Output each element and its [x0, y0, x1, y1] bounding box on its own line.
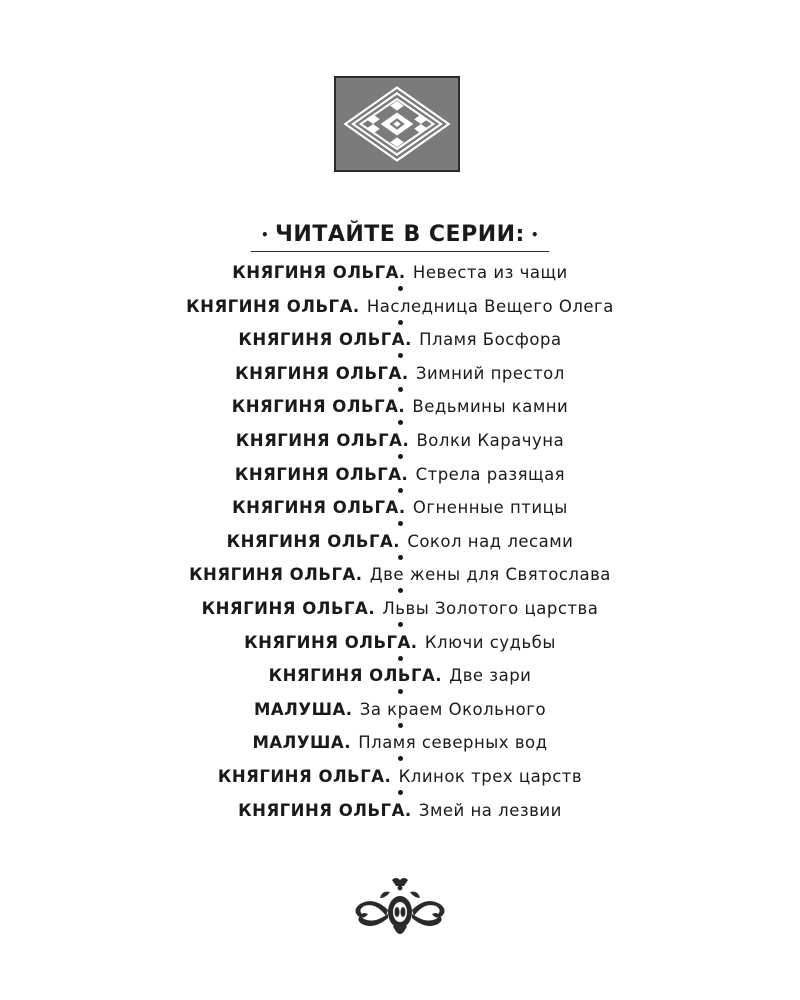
book-title: Сокол над лесами [407, 531, 574, 551]
book-list-item [0, 732, 800, 766]
book-list-item [0, 262, 800, 296]
separator-dot-icon [398, 790, 403, 795]
separator-dot-icon [398, 387, 403, 392]
book-author: КНЯГИНЯ ОЛЬГА. [189, 565, 363, 585]
book-list-item [0, 699, 800, 733]
separator-dot-icon [398, 454, 403, 459]
separator-dot-icon [398, 555, 403, 560]
series-heading [251, 222, 549, 252]
separator-dot-icon [398, 622, 403, 627]
book-title: Невеста из чащи [412, 263, 568, 282]
heading-ornament-left-icon: • [260, 228, 270, 242]
separator-dot-icon [398, 488, 403, 493]
book-author: КНЯГИНЯ ОЛЬГА. [235, 363, 409, 383]
book-title: За краем Окольного [359, 699, 547, 719]
book-title: Зимний престол [415, 363, 565, 383]
book-author: КНЯГИНЯ ОЛЬГА. [234, 464, 409, 484]
book-list-item [0, 598, 800, 632]
book-list-item [0, 329, 800, 363]
series-heading-text: ЧИТАЙТЕ В СЕРИИ: [275, 222, 525, 247]
book-author: МАЛУША. [253, 699, 353, 719]
book-author: КНЯГИНЯ ОЛЬГА. [238, 330, 412, 350]
book-list-item [0, 464, 800, 498]
book-list-item [0, 296, 800, 330]
book-author: КНЯГИНЯ ОЛЬГА. [235, 430, 410, 450]
book-list-item [0, 430, 800, 464]
book-author: КНЯГИНЯ ОЛЬГА. [268, 666, 443, 686]
book-author: КНЯГИНЯ ОЛЬГА. [217, 766, 392, 786]
book-title: Змей на лезвии [418, 800, 562, 820]
separator-dot-icon [398, 656, 403, 661]
heading-ornament-right-icon: • [530, 228, 540, 242]
slavic-ornament-emblem-icon [334, 76, 460, 172]
series-book-list [0, 262, 800, 833]
book-author: МАЛУША. [252, 733, 351, 753]
book-title: Наследница Вещего Олега [366, 296, 614, 316]
book-title: Две жены для Святослава [369, 565, 611, 585]
separator-dot-icon [398, 286, 403, 291]
book-list-item [0, 363, 800, 397]
book-author: КНЯГИНЯ ОЛЬГА. [226, 531, 401, 551]
book-title: Пламя Босфора [419, 330, 562, 350]
book-list-item [0, 800, 800, 834]
separator-dot-icon [398, 689, 403, 694]
book-list-item [0, 497, 800, 531]
book-title: Ключи судьбы [424, 632, 556, 652]
book-author: КНЯГИНЯ ОЛЬГА. [232, 263, 406, 282]
book-author: КНЯГИНЯ ОЛЬГА. [201, 598, 376, 618]
book-author: КНЯГИНЯ ОЛЬГА. [244, 632, 418, 652]
separator-dot-icon [398, 420, 403, 425]
separator-dot-icon [398, 588, 403, 593]
book-title: Две зари [449, 666, 532, 686]
book-list-item [0, 531, 800, 565]
floral-vignette-icon [346, 876, 454, 942]
book-title: Огненные птицы [412, 498, 568, 518]
book-title: Львы Золотого царства [382, 598, 599, 618]
separator-dot-icon [398, 756, 403, 761]
book-list-item [0, 766, 800, 800]
book-title: Ведьмины камни [412, 397, 569, 417]
book-list-item [0, 632, 800, 666]
separator-dot-icon [398, 521, 403, 526]
book-author: КНЯГИНЯ ОЛЬГА. [238, 800, 412, 820]
book-list-item [0, 665, 800, 699]
book-list-item [0, 396, 800, 430]
separator-dot-icon [398, 353, 403, 358]
book-title: Пламя северных вод [358, 733, 548, 753]
book-author: КНЯГИНЯ ОЛЬГА. [186, 296, 360, 316]
separator-dot-icon [398, 723, 403, 728]
book-title: Клинок трех царств [398, 766, 583, 786]
book-author: КНЯГИНЯ ОЛЬГА. [232, 498, 406, 518]
book-author: КНЯГИНЯ ОЛЬГА. [231, 397, 406, 417]
book-title: Стрела разящая [415, 464, 566, 484]
book-list-item [0, 564, 800, 598]
book-title: Волки Карачуна [416, 430, 565, 450]
separator-dot-icon [398, 320, 403, 325]
